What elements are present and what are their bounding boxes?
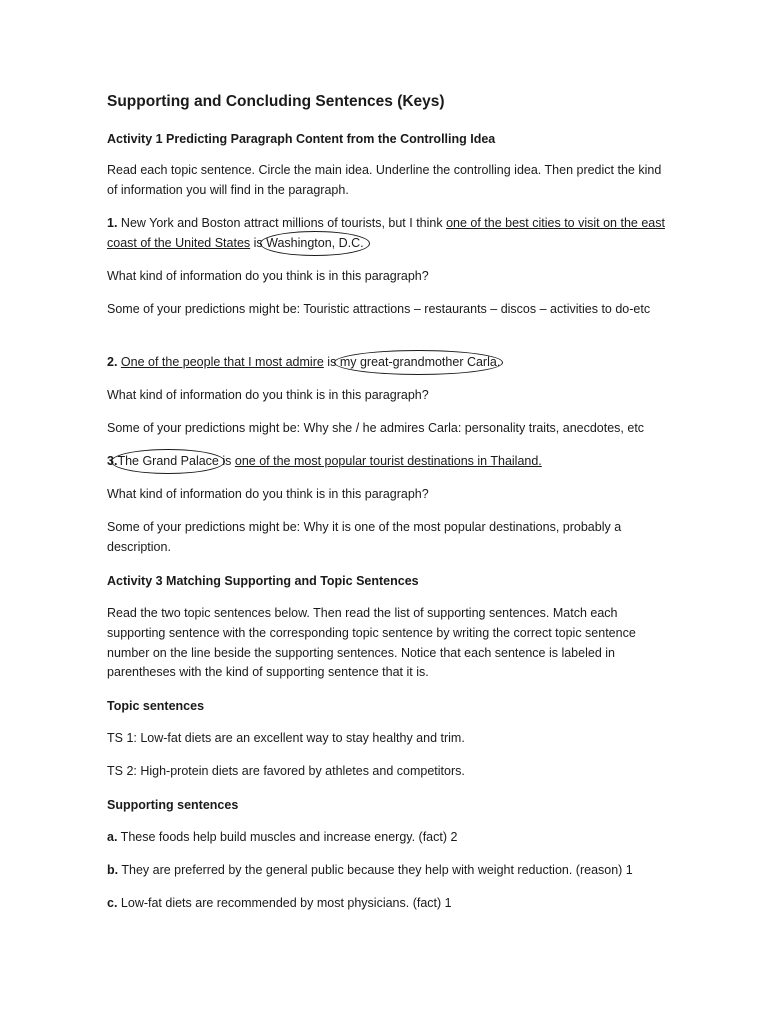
item-1-main-idea: Washington, D.C. [266, 234, 364, 254]
page-title: Supporting and Concluding Sentences (Keys) [107, 93, 445, 110]
item-2-controlling-idea: One of the people that I most admire [120, 355, 324, 369]
item-2-text-b: is [323, 355, 340, 369]
item-1-question: What kind of information do you think is in this paragraph? [107, 269, 429, 283]
item-1-number: 1. [107, 216, 118, 230]
supporting-sentences-heading: Supporting sentences [107, 798, 239, 812]
item-2-main-idea: my great-grandmother Carla [340, 353, 497, 373]
item-1-sentence [107, 214, 667, 254]
item-1-text-a: New York and Boston attract millions of tourists, but I think [117, 216, 447, 230]
activity1-heading: Activity 1 Predicting Paragraph Content from the Controlling Idea [107, 132, 496, 146]
supporting-c-letter: c. [107, 896, 118, 910]
item-2-text-c: . [496, 355, 501, 369]
supporting-sentence-c [107, 894, 667, 914]
item-2-number: 2. [107, 355, 118, 369]
item-3-main-idea: The Grand Palace [117, 452, 218, 472]
item-2-sentence [107, 353, 667, 373]
item-1-controlling-idea: one of the best cities to visit on the east coast of the United States [107, 216, 665, 250]
supporting-b-text: They are preferred by the general public because they help with weight reduction. (reason) 1 [118, 863, 633, 877]
supporting-sentence-a [107, 828, 667, 848]
item-3-controlling-idea: one of the most popular tourist destinations in Thailand. [234, 454, 542, 468]
supporting-b-letter: b. [107, 863, 119, 877]
item-3-sentence [107, 452, 667, 472]
activity1-instructions: Read each topic sentence. Circle the main idea. Underline the controlling idea. Then predict the kind of information you will find in the paragraph. [107, 163, 662, 197]
item-2-prediction: Some of your predictions might be: Why she / he admires Carla: personality traits, anecdotes, etc [107, 421, 645, 435]
item-3-prediction: Some of your predictions might be: Why it is one of the most popular destinations, probably a description. [107, 520, 622, 554]
item-3-number: 3. [107, 454, 118, 468]
activity3-instructions: Read the two topic sentences below. Then read the list of supporting sentences. Match each supporting sentence with the corresponding topic sentence by writing the correct topic sentence number on the line beside the supporting sentences. Notice that each sentence is labeled in parentheses with the kind of supporting sentence that it is. [107, 606, 636, 680]
item-3-question: What kind of information do you think is in this paragraph? [107, 487, 429, 501]
topic-sentences-heading: Topic sentences [107, 699, 205, 713]
topic-sentence-1: TS 1: Low-fat diets are an excellent way to stay healthy and trim. [107, 731, 465, 745]
supporting-a-letter: a. [107, 830, 118, 844]
supporting-sentence-b [107, 861, 667, 881]
activity3-heading: Activity 3 Matching Supporting and Topic Sentences [107, 574, 419, 588]
item-3-text-b: is [218, 454, 235, 468]
supporting-c-text: Low-fat diets are recommended by most physicians. (fact) 1 [117, 896, 452, 910]
topic-sentence-2: TS 2: High-protein diets are favored by athletes and competitors. [107, 764, 465, 778]
item-1-text-b: is [250, 235, 267, 250]
supporting-a-text: These foods help build muscles and increase energy. (fact) 2 [117, 830, 458, 844]
item-2-question: What kind of information do you think is in this paragraph? [107, 388, 429, 402]
item-1-prediction: Some of your predictions might be: Touristic attractions – restaurants – discos – activities to do-etc [107, 302, 651, 316]
